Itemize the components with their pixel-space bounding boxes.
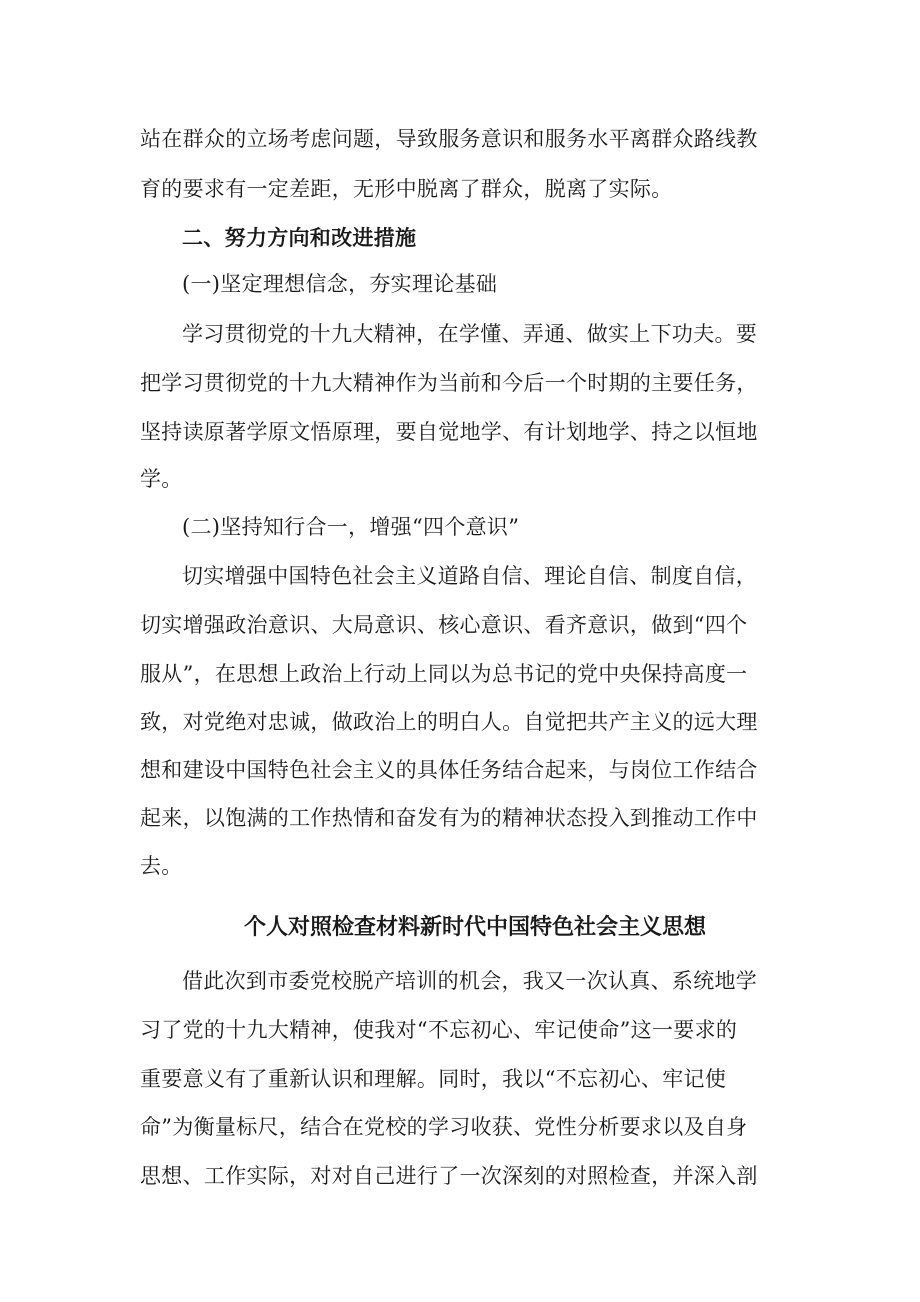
paragraph-line: 坚持读原著学原文悟原理，要自觉地学、有计划地学、持之以恒地 — [140, 420, 758, 444]
paragraph-line: 起来，以饱满的工作热情和奋发有为的精神状态投入到推动工作中 — [140, 806, 758, 830]
paragraph-line: 去。 — [140, 854, 183, 878]
paragraph-line: 致，对党绝对忠诚，做政治上的明白人。自觉把共产主义的远大理 — [140, 710, 758, 734]
paragraph-line: 切实增强政治意识、大局意识、核心意识、看齐意识，做到“四个 — [140, 613, 748, 637]
paragraph-line: 习了党的十九大精神，使我对“不忘初心、牢记使命”这一要求的 — [140, 1018, 738, 1042]
paragraph-line: 育的要求有一定差距，无形中脱离了群众，脱离了实际。 — [140, 177, 673, 201]
paragraph-line: 服从”，在思想上政治上行动上同以为总书记的党中央保持高度一 — [140, 662, 748, 686]
paragraph-line: 思想、工作实际，对对自己进行了一次深刻的对照检查，并深入剖 — [140, 1164, 758, 1188]
paragraph-line: 把学习贯彻党的十九大精神作为当前和今后一个时期的主要任务， — [140, 371, 758, 395]
paragraph-line: 命”为衡量标尺，结合在党校的学习收获、党性分析要求以及自身 — [140, 1115, 748, 1139]
paragraph-line: 学。 — [140, 467, 183, 491]
article-title: 个人对照检查材料新时代中国特色社会主义思想 — [243, 914, 706, 940]
paragraph-line: 站在群众的立场考虑问题，导致服务意识和服务水平离群众路线教 — [140, 127, 758, 151]
paragraph-line: 学习贯彻党的十九大精神，在学懂、弄通、做实上下功夫。要 — [182, 322, 758, 346]
subsection-heading: (二)坚持知行合一，增强“四个意识” — [182, 515, 520, 539]
paragraph-line: 切实增强中国特色社会主义道路自信、理论自信、制度自信， — [182, 564, 758, 588]
paragraph-line: 重要意义有了重新认识和理解。同时，我以“不忘初心、牢记使 — [140, 1067, 727, 1091]
subsection-heading: (一)坚定理想信念，夯实理论基础 — [182, 272, 498, 296]
paragraph-line: 借此次到市委党校脱产培训的机会，我又一次认真、系统地学 — [182, 969, 758, 993]
section-heading: 二、努力方向和改进措施 — [182, 225, 417, 250]
paragraph-line: 想和建设中国特色社会主义的具体任务结合起来，与岗位工作结合 — [140, 758, 758, 782]
